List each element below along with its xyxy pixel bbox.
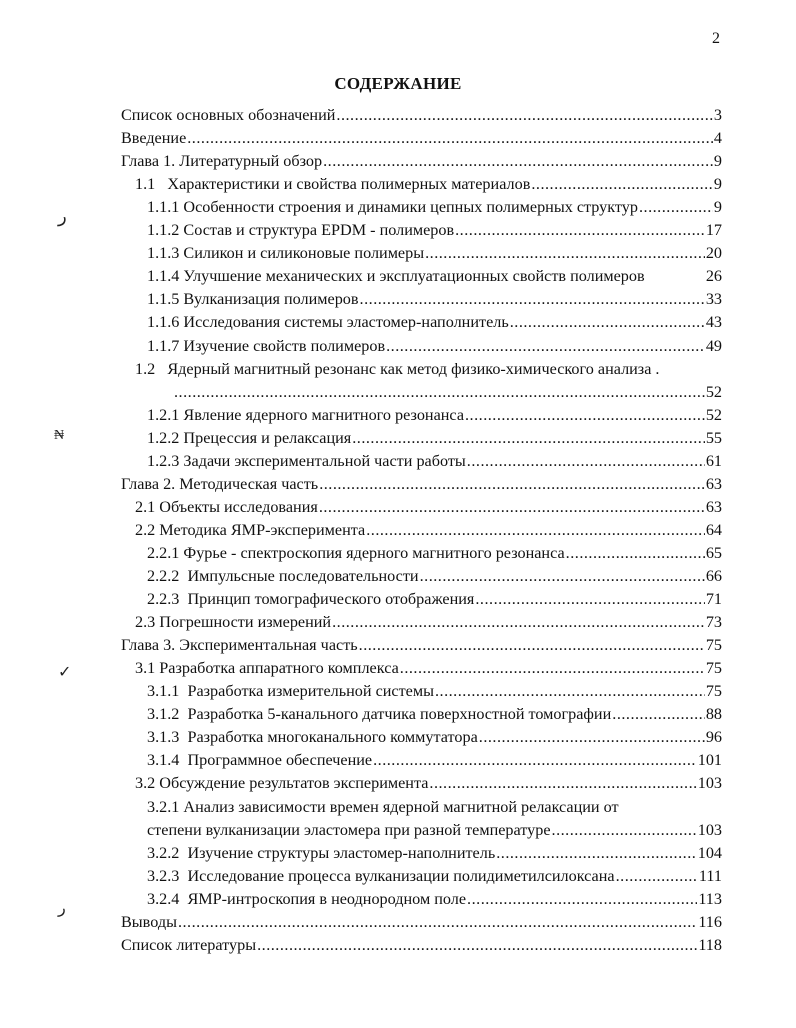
toc-entry-label: 2.1 Объекты исследования [135,497,318,516]
toc-leader-dots [566,543,705,563]
toc-entry [147,285,722,309]
toc-entry [121,147,722,171]
toc-entry-page: 104 [697,843,722,862]
page-number: 2 [712,30,720,47]
toc-entry-label: Глава 1. Литературный обзор [121,152,323,171]
toc-entry-page: 103 [697,820,722,839]
toc-entry-page: 71 [705,590,722,609]
toc-entry-page: 3 [713,106,722,124]
toc-entry [147,401,722,425]
toc-entry-label: 3.2.2 Изучение структуры эластомер-наполнитель [147,843,496,862]
toc-entry-page: 66 [705,567,722,585]
toc-entry-label: 1.1.7 Изучение свойств полимеров [147,336,386,355]
toc-entry-page: 43 [705,313,722,332]
toc-leader-dots [531,174,713,194]
toc-entry-page: 49 [705,336,722,355]
toc-entry-page: 20 [705,244,722,263]
toc-entry-page: 26 [705,267,722,286]
toc-entry-page: 4 [713,129,722,148]
toc-entry-page: 52 [705,382,722,401]
toc-entry-label: 1.1.6 Исследования системы эластомер-наполнитель [147,313,509,332]
toc-entry-page: 63 [705,497,722,516]
toc-leader-dots [552,820,697,840]
margin-mark: ر [58,206,67,226]
toc-entry-page: 63 [705,474,722,493]
toc-entry-page: 64 [705,520,722,539]
toc-entry [147,585,722,609]
toc-entry [121,908,722,932]
toc-entry [121,470,722,494]
toc-leader-dots [465,405,705,425]
toc-entry-label: 3.2.1 Анализ зависимости времен ядерной магнитной релаксации от [147,797,619,816]
toc-leader-dots [425,243,705,263]
toc-entry [147,746,722,770]
toc-entry-label: 3.1.3 Разработка многоканального коммутатора [147,728,478,747]
toc-leader-dots [336,105,713,125]
toc-entry-page: 96 [705,728,722,747]
margin-mark: ر [58,900,66,917]
toc-leader-dots [359,635,705,655]
toc-entry-label: 3.1 Разработка аппаратного комплекса [135,659,399,678]
toc-entry-label: 2.2.3 Принцип томографического отображения [147,590,475,609]
toc-entry [147,193,722,217]
toc-entry [147,424,722,448]
toc-entry-page: 52 [705,405,722,424]
toc-entry [147,700,722,724]
toc-entry [147,447,722,471]
toc-leader-dots [323,151,713,171]
toc-entry [147,793,722,817]
toc-entry [121,101,722,125]
toc-leader-dots [366,520,705,540]
toc-entry [147,239,722,263]
toc-entry-label: 2.2.2 Импульсные последовательности [147,567,419,585]
toc-entry-label: 1.1.5 Вулканизация полимеров [147,290,359,309]
toc-entry [135,608,722,632]
toc-entry [147,262,722,286]
toc-entry-label: 1.1 Характеристики и свойства полимерных материалов [135,175,531,194]
toc-leader-dots [420,566,705,586]
toc-entry-label: Список основных обозначений [121,106,336,124]
toc-entry-label: 1.1.3 Силикон и силиконовые полимеры [147,244,425,263]
toc-entry [121,931,722,955]
toc-entry-label: Глава 2. Методическая часть [121,474,319,493]
toc-entry [147,332,722,356]
margin-mark: ✓ [58,664,72,681]
toc-leader-dots [467,889,697,909]
toc-entry-page: 9 [713,175,722,194]
toc-entry-page: 103 [697,774,722,793]
toc-leader-dots [178,912,697,932]
toc-entry-label: Введение [121,129,187,148]
toc-entry-page: 73 [705,613,722,632]
toc-entry-page: 75 [705,682,722,701]
toc-entry [121,124,722,148]
toc-entry-page: 9 [713,198,722,217]
toc-leader-dots [386,336,705,356]
toc-leader-dots [475,589,704,609]
page-title: СОДЕРЖАНИЕ [334,74,462,93]
toc-entry [173,378,722,402]
toc-entry-page: 33 [705,290,722,309]
toc-entry-label: 3.2.4 ЯМР-интроскопия в неоднородном поле [147,889,467,908]
toc-entry-page: 61 [705,451,722,470]
toc-entry [147,723,722,747]
toc-entry-page: 65 [705,543,722,562]
toc-entry [147,885,722,909]
toc-leader-dots [319,474,705,494]
toc-entry-label: Глава 3. Экспериментальная часть [121,636,358,655]
toc-entry [135,769,722,793]
toc-leader-dots [332,612,705,632]
toc-entry-label: 1.1.1 Особенности строения и динамики цепных полимерных структур [147,198,638,217]
toc-entry-label: 1.2.3 Задачи экспериментальной части работы [147,451,466,470]
toc-entry-page: 111 [698,866,722,885]
toc-entry [135,170,722,194]
toc-entry-label: 1.2 Ядерный магнитный резонанс как метод физико-химического анализа . [135,359,660,378]
toc-entry-page: 88 [705,705,722,724]
toc-entry-page: 118 [698,935,722,954]
toc-entry [147,562,722,586]
toc-entry [135,516,722,540]
toc-leader-dots [612,704,705,724]
toc-entry-page: 101 [697,751,722,770]
toc-leader-dots [479,727,705,747]
toc-leader-dots [510,312,705,332]
toc-leader-dots [360,289,705,309]
toc-entry-label: 2.2.1 Фурье - спектроскопия ядерного магнитного резонанса [147,543,565,562]
toc-entry-page: 116 [698,912,722,931]
toc-entry-label: 2.3 Погрешности измерений [135,613,332,632]
toc-entry-label: 3.2 Обсуждение результатов эксперимента [135,774,429,793]
toc-entry-label: степени вулканизации эластомера при разной температуре [147,820,551,839]
toc-entry-label: Список литературы [121,935,257,954]
toc-entry [147,216,722,240]
toc-leader-dots [319,497,705,517]
toc-entry-label: 1.2.1 Явление ядерного магнитного резонанса [147,405,464,424]
toc-entry-page: 55 [705,428,722,447]
toc-leader-dots [373,750,697,770]
toc-entry-page: 113 [698,889,722,908]
toc-entry [147,816,722,840]
toc-leader-dots [400,658,705,678]
toc-entry-label: 3.1.4 Программное обеспечение [147,751,373,770]
margin-mark: ₦ [54,428,65,443]
toc-entry-label: 3.2.3 Исследование процесса вулканизации полидиметилсилоксана [147,866,615,885]
toc-entry-page: 9 [713,152,722,171]
toc-entry-label: 1.1.4 Улучшение механических и эксплуатационных свойств полимеров [147,267,645,286]
toc-entry-label: Выводы [121,912,177,931]
toc-entry [147,839,722,863]
toc-entry-label: 3.1.1 Разработка измерительной системы [147,682,434,701]
toc-entry-page: 75 [705,659,722,678]
toc-leader-dots [174,382,705,402]
toc-entry [135,355,722,379]
toc-leader-dots [496,843,697,863]
toc-leader-dots [352,428,705,448]
toc-entry [147,677,722,701]
toc-leader-dots [455,220,705,240]
toc-leader-dots [467,451,705,471]
toc-entry-label: 1.1.2 Состав и структура EPDM - полимеров [147,221,455,240]
toc-entry [147,862,722,886]
toc-leader-dots [616,866,698,886]
toc-leader-dots [257,935,697,955]
toc-entry [147,308,722,332]
toc-entry [147,539,722,563]
toc-entry [135,493,722,517]
toc-entry-label: 1.2.2 Прецессия и релаксация [147,428,352,447]
toc-entry [121,631,722,655]
toc-entry-page: 75 [705,636,722,655]
toc-leader-dots [435,681,705,701]
toc-leader-dots [639,197,713,217]
toc-leader-dots [187,128,713,148]
toc-entry-label: 2.2 Методика ЯМР-эксперимента [135,520,366,539]
toc-entry-label: 3.1.2 Разработка 5-канального датчика поверхностной томографии [147,705,612,724]
toc-entry-page: 17 [705,221,722,240]
toc-leader-dots [429,773,696,793]
toc-entry [135,654,722,678]
